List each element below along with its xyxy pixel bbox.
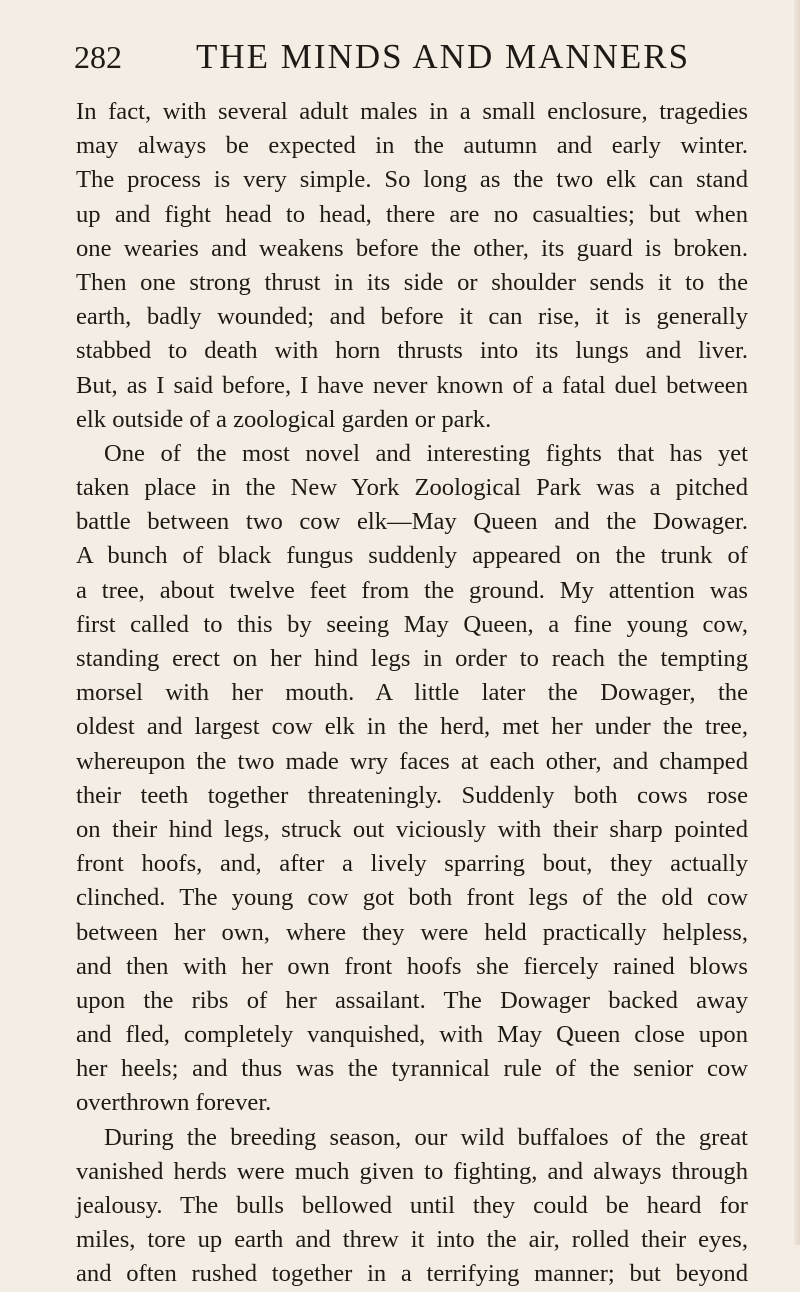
text-line: on their hind legs, struck out viciously with their sharp pointed — [76, 815, 748, 843]
text-line: between her own, where they were held practically helpless, — [76, 918, 748, 946]
text-line: standing erect on her hind legs in order to reach the tempting — [76, 645, 748, 672]
body-text — [76, 95, 748, 1292]
text-line: her heels; and thus was the tyrannical rule of the senior cow — [76, 1055, 748, 1083]
text-line: The process is very simple. So long as the two elk can stand — [76, 166, 748, 194]
text-line: front hoofs, and, after a lively sparring bout, they actually — [76, 850, 748, 878]
text-line: morsel with her mouth. A little later the Dowager, the — [76, 679, 748, 707]
text-line: and often rushed together in a terrifying manner; but beyond — [76, 1260, 748, 1288]
text-line: first called to this by seeing May Queen, a fine young cow, — [76, 610, 748, 638]
text-line: jealousy. The bulls bellowed until they could be heard for — [76, 1192, 748, 1219]
text-line: one wearies and weakens before the other, its guard is broken. — [76, 234, 748, 262]
text-line: taken place in the New York Zoological Park was a pitched — [76, 474, 748, 502]
text-line: Then one strong thrust in its side or shoulder sends it to the — [76, 268, 748, 296]
text-line: But, as I said before, I have never known of a fatal duel between — [76, 371, 748, 399]
text-line: A bunch of black fungus suddenly appeared on the trunk of — [76, 542, 748, 570]
text-line: and fled, completely vanquished, with May Queen close upon — [76, 1021, 748, 1049]
text-line: a tree, about twelve feet from the ground. My attention was — [76, 576, 748, 604]
running-head — [74, 34, 754, 80]
text-line: miles, tore up earth and threw it into the air, rolled their eyes, — [76, 1226, 748, 1254]
text-line: clinched. The young cow got both front legs of the old cow — [76, 884, 748, 912]
text-line: In fact, with several adult males in a small enclosure, tragedies — [76, 98, 748, 125]
text-line: whereupon the two made wry faces at each other, and champed — [76, 747, 748, 775]
running-title: THE MINDS AND MANNERS — [196, 37, 691, 76]
text-line: stabbed to death with horn thrusts into its lungs and liver. — [76, 337, 748, 365]
page-edge-shadow — [794, 0, 800, 1245]
paragraph-first-line: One of the most novel and interesting fights that has yet — [104, 439, 748, 467]
text-line: overthrown forever. — [76, 1089, 272, 1117]
text-line: upon the ribs of her assailant. The Dowager backed away — [76, 986, 748, 1014]
text-line: earth, badly wounded; and before it can rise, it is generally — [76, 303, 748, 331]
text-line: vanished herds were much given to fighting, and always through — [76, 1157, 748, 1185]
text-line: their teeth together threateningly. Suddenly both cows rose — [76, 781, 748, 809]
text-line: up and fight head to head, there are no casualties; but when — [76, 200, 748, 228]
text-line: battle between two cow elk—May Queen and the Dowager. — [76, 508, 748, 536]
text-line: may always be expected in the autumn and early winter. — [76, 132, 748, 160]
paragraph-first-line: During the breeding season, our wild buffaloes of the great — [104, 1123, 748, 1151]
text-line: and then with her own front hoofs she fiercely rained blows — [76, 952, 748, 980]
text-line: oldest and largest cow elk in the herd, met her under the tree, — [76, 713, 748, 741]
text-line: elk outside of a zoological garden or park. — [76, 405, 492, 433]
page-number: 282 — [74, 39, 122, 75]
